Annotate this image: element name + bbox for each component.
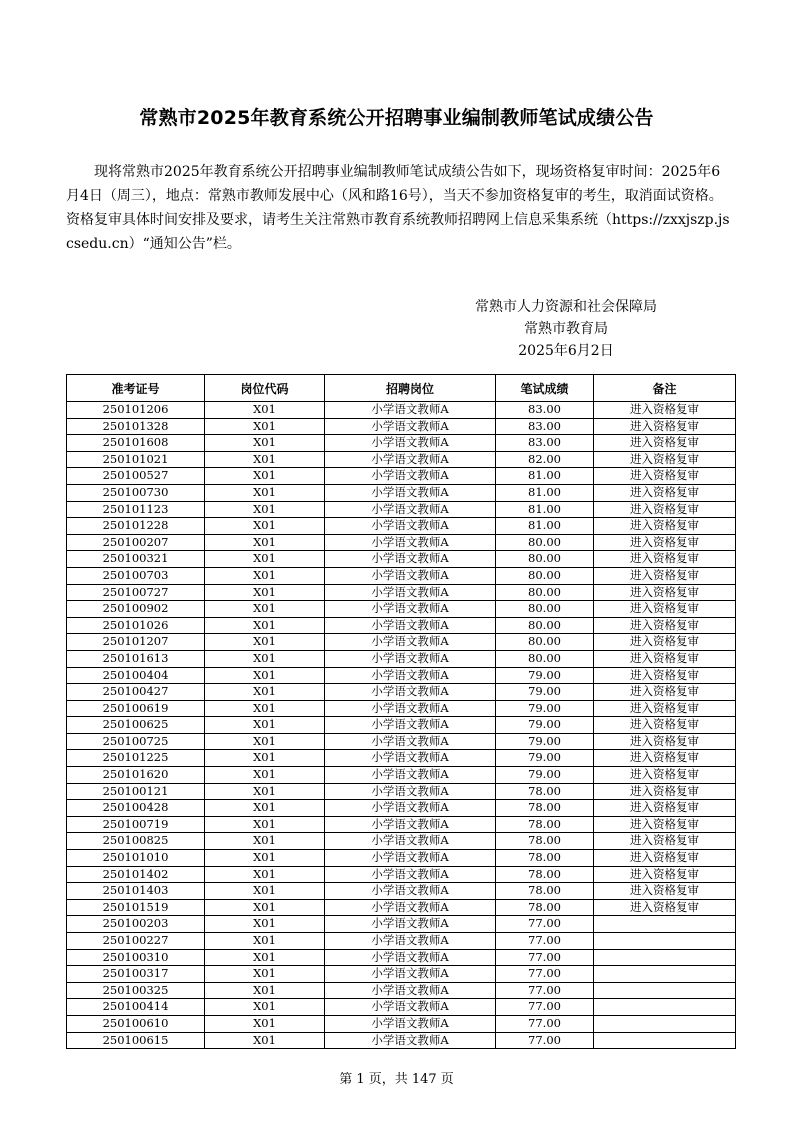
score-cell: 80.00 [496, 584, 594, 601]
score-cell: 77.00 [496, 1015, 594, 1032]
table-row [67, 816, 736, 833]
score-cell: 81.00 [496, 484, 594, 501]
post-code-cell: X01 [205, 800, 325, 817]
post-name-cell: 小学语文教师A [325, 999, 496, 1016]
remark-cell: 进入资格复审 [594, 783, 736, 800]
exam-number-cell: 250101620 [67, 767, 205, 784]
post-name-cell: 小学语文教师A [325, 850, 496, 867]
table-row [67, 750, 736, 767]
post-name-cell: 小学语文教师A [325, 501, 496, 518]
post-code-cell: X01 [205, 484, 325, 501]
post-name-cell: 小学语文教师A [325, 534, 496, 551]
table-row [67, 982, 736, 999]
exam-number-cell: 250100610 [67, 1015, 205, 1032]
post-code-cell: X01 [205, 783, 325, 800]
post-name-cell: 小学语文教师A [325, 468, 496, 485]
post-code-cell: X01 [205, 402, 325, 419]
exam-number-cell: 250100615 [67, 1032, 205, 1049]
exam-number-cell: 250101403 [67, 883, 205, 900]
post-name-cell: 小学语文教师A [325, 750, 496, 767]
table-row [67, 650, 736, 667]
remark-cell [594, 916, 736, 933]
table-row [67, 518, 736, 535]
table-row [67, 667, 736, 684]
score-cell: 80.00 [496, 650, 594, 667]
score-cell: 80.00 [496, 567, 594, 584]
remark-cell: 进入资格复审 [594, 418, 736, 435]
header-written-score: 笔试成绩 [496, 375, 594, 402]
remark-cell: 进入资格复审 [594, 899, 736, 916]
exam-number-cell: 250101206 [67, 402, 205, 419]
exam-number-cell: 250100527 [67, 468, 205, 485]
table-row [67, 617, 736, 634]
issuer-org-hrss: 常熟市人力资源和社会保障局 [475, 299, 657, 315]
post-name-cell: 小学语文教师A [325, 899, 496, 916]
score-cell: 77.00 [496, 916, 594, 933]
post-code-cell: X01 [205, 634, 325, 651]
table-row [67, 601, 736, 618]
table-row [67, 1015, 736, 1032]
table-row [67, 933, 736, 950]
post-name-cell: 小学语文教师A [325, 567, 496, 584]
post-code-cell: X01 [205, 584, 325, 601]
post-code-cell: X01 [205, 733, 325, 750]
header-post-name: 招聘岗位 [325, 375, 496, 402]
remark-cell: 进入资格复审 [594, 402, 736, 419]
score-cell: 78.00 [496, 800, 594, 817]
score-cell: 80.00 [496, 634, 594, 651]
remark-cell [594, 999, 736, 1016]
post-name-cell: 小学语文教师A [325, 617, 496, 634]
table-row [67, 883, 736, 900]
exam-number-cell: 250100317 [67, 966, 205, 983]
remark-cell: 进入资格复审 [594, 650, 736, 667]
post-name-cell: 小学语文教师A [325, 800, 496, 817]
remark-cell [594, 1032, 736, 1049]
remark-cell: 进入资格复审 [594, 451, 736, 468]
remark-cell: 进入资格复审 [594, 518, 736, 535]
table-row [67, 684, 736, 701]
remark-cell: 进入资格复审 [594, 750, 736, 767]
post-name-cell: 小学语文教师A [325, 551, 496, 568]
remark-cell: 进入资格复审 [594, 617, 736, 634]
post-name-cell: 小学语文教师A [325, 916, 496, 933]
remark-cell: 进入资格复审 [594, 733, 736, 750]
remark-cell: 进入资格复审 [594, 551, 736, 568]
score-cell: 79.00 [496, 717, 594, 734]
table-row [67, 484, 736, 501]
score-cell: 77.00 [496, 1032, 594, 1049]
post-code-cell: X01 [205, 551, 325, 568]
post-code-cell: X01 [205, 700, 325, 717]
table-row [67, 501, 736, 518]
post-name-cell: 小学语文教师A [325, 484, 496, 501]
score-cell: 78.00 [496, 883, 594, 900]
table-row [67, 899, 736, 916]
remark-cell [594, 982, 736, 999]
score-cell: 79.00 [496, 684, 594, 701]
exam-number-cell: 250100310 [67, 949, 205, 966]
post-name-cell: 小学语文教师A [325, 418, 496, 435]
post-name-cell: 小学语文教师A [325, 601, 496, 618]
remark-cell: 进入资格复审 [594, 883, 736, 900]
score-cell: 79.00 [496, 733, 594, 750]
post-code-cell: X01 [205, 883, 325, 900]
remark-cell: 进入资格复审 [594, 684, 736, 701]
score-cell: 80.00 [496, 534, 594, 551]
post-code-cell: X01 [205, 750, 325, 767]
exam-number-cell: 250101026 [67, 617, 205, 634]
post-name-cell: 小学语文教师A [325, 966, 496, 983]
score-cell: 79.00 [496, 667, 594, 684]
post-code-cell: X01 [205, 451, 325, 468]
header-remark: 备注 [594, 375, 736, 402]
post-name-cell: 小学语文教师A [325, 518, 496, 535]
post-name-cell: 小学语文教师A [325, 783, 496, 800]
score-cell: 78.00 [496, 866, 594, 883]
exam-number-cell: 250100719 [67, 816, 205, 833]
post-name-cell: 小学语文教师A [325, 933, 496, 950]
table-row [67, 534, 736, 551]
remark-cell: 进入资格复审 [594, 601, 736, 618]
page-number: 第 1 页，共 147 页 [339, 1072, 454, 1087]
table-row [67, 999, 736, 1016]
exam-number-cell: 250101608 [67, 435, 205, 452]
post-code-cell: X01 [205, 1015, 325, 1032]
remark-cell: 进入资格复审 [594, 584, 736, 601]
page-title: 常熟市2025年教育系统公开招聘事业编制教师笔试成绩公告 [139, 107, 654, 129]
score-cell: 81.00 [496, 501, 594, 518]
exam-number-cell: 250101402 [67, 866, 205, 883]
intro-paragraph: 现将常熟市2025年教育系统公开招聘事业编制教师笔试成绩公告如下，现场资格复审时间：2025年6月4日（周三），地点：常熟市教师发展中心（风和路16号），当天不参加资格复审的考生，取消面试资格。资格复审具体时间安排及要求，请考生关注常熟市教育系统教师招聘网上信息采集系统（https://zxxjszp.jscsedu.cn）“通知公告”栏。 [66, 164, 730, 252]
remark-cell [594, 949, 736, 966]
post-code-cell: X01 [205, 534, 325, 551]
remark-cell: 进入资格复审 [594, 800, 736, 817]
exam-number-cell: 250101225 [67, 750, 205, 767]
score-cell: 77.00 [496, 966, 594, 983]
exam-number-cell: 250100428 [67, 800, 205, 817]
table-row [67, 866, 736, 883]
table-row [67, 700, 736, 717]
remark-cell: 进入资格复审 [594, 484, 736, 501]
issuer-org-education: 常熟市教育局 [524, 321, 608, 337]
exam-number-cell: 250101123 [67, 501, 205, 518]
score-cell: 82.00 [496, 451, 594, 468]
remark-cell [594, 1015, 736, 1032]
post-name-cell: 小学语文教师A [325, 451, 496, 468]
exam-number-cell: 250101613 [67, 650, 205, 667]
remark-cell: 进入资格复审 [594, 850, 736, 867]
exam-number-cell: 250100121 [67, 783, 205, 800]
remark-cell: 进入资格复审 [594, 816, 736, 833]
remark-cell: 进入资格复审 [594, 534, 736, 551]
remark-cell: 进入资格复审 [594, 767, 736, 784]
remark-cell: 进入资格复审 [594, 634, 736, 651]
table-row [67, 850, 736, 867]
remark-cell: 进入资格复审 [594, 468, 736, 485]
score-cell: 79.00 [496, 767, 594, 784]
table-row [67, 451, 736, 468]
post-code-cell: X01 [205, 982, 325, 999]
post-name-cell: 小学语文教师A [325, 634, 496, 651]
score-cell: 83.00 [496, 418, 594, 435]
exam-number-cell: 250100203 [67, 916, 205, 933]
post-name-cell: 小学语文教师A [325, 650, 496, 667]
exam-number-cell: 250101207 [67, 634, 205, 651]
exam-number-cell: 250101021 [67, 451, 205, 468]
post-name-cell: 小学语文教师A [325, 982, 496, 999]
table-row [67, 402, 736, 419]
post-code-cell: X01 [205, 418, 325, 435]
score-cell: 81.00 [496, 468, 594, 485]
score-cell: 78.00 [496, 850, 594, 867]
post-name-cell: 小学语文教师A [325, 700, 496, 717]
post-name-cell: 小学语文教师A [325, 584, 496, 601]
table-row [67, 833, 736, 850]
table-row [67, 949, 736, 966]
remark-cell: 进入资格复审 [594, 501, 736, 518]
issue-date: 2025年6月2日 [518, 343, 614, 359]
exam-number-cell: 250100902 [67, 601, 205, 618]
header-exam-number: 准考证号 [67, 375, 205, 402]
post-code-cell: X01 [205, 650, 325, 667]
post-code-cell: X01 [205, 1032, 325, 1049]
score-cell: 80.00 [496, 601, 594, 618]
post-name-cell: 小学语文教师A [325, 866, 496, 883]
post-code-cell: X01 [205, 816, 325, 833]
post-name-cell: 小学语文教师A [325, 883, 496, 900]
post-name-cell: 小学语文教师A [325, 767, 496, 784]
remark-cell [594, 966, 736, 983]
exam-number-cell: 250101228 [67, 518, 205, 535]
table-row [67, 435, 736, 452]
post-name-cell: 小学语文教师A [325, 949, 496, 966]
post-name-cell: 小学语文教师A [325, 733, 496, 750]
post-code-cell: X01 [205, 567, 325, 584]
exam-number-cell: 250100325 [67, 982, 205, 999]
post-name-cell: 小学语文教师A [325, 1015, 496, 1032]
table-row [67, 418, 736, 435]
post-code-cell: X01 [205, 501, 325, 518]
post-code-cell: X01 [205, 518, 325, 535]
score-cell: 78.00 [496, 899, 594, 916]
score-cell: 79.00 [496, 750, 594, 767]
post-name-cell: 小学语文教师A [325, 717, 496, 734]
table-row [67, 717, 736, 734]
exam-number-cell: 250100227 [67, 933, 205, 950]
post-code-cell: X01 [205, 667, 325, 684]
score-cell: 77.00 [496, 982, 594, 999]
score-cell: 81.00 [496, 518, 594, 535]
remark-cell: 进入资格复审 [594, 833, 736, 850]
exam-number-cell: 250100730 [67, 484, 205, 501]
exam-number-cell: 250100404 [67, 667, 205, 684]
score-cell: 78.00 [496, 833, 594, 850]
exam-number-cell: 250100825 [67, 833, 205, 850]
score-cell: 80.00 [496, 617, 594, 634]
post-name-cell: 小学语文教师A [325, 402, 496, 419]
post-name-cell: 小学语文教师A [325, 1032, 496, 1049]
exam-number-cell: 250101519 [67, 899, 205, 916]
post-code-cell: X01 [205, 601, 325, 618]
remark-cell: 进入资格复审 [594, 667, 736, 684]
table-row [67, 733, 736, 750]
score-table [66, 374, 736, 1049]
post-code-cell: X01 [205, 850, 325, 867]
remark-cell: 进入资格复审 [594, 866, 736, 883]
post-code-cell: X01 [205, 899, 325, 916]
post-code-cell: X01 [205, 866, 325, 883]
post-code-cell: X01 [205, 468, 325, 485]
exam-number-cell: 250100321 [67, 551, 205, 568]
exam-number-cell: 250101328 [67, 418, 205, 435]
table-row [67, 584, 736, 601]
table-body [67, 402, 736, 1049]
exam-number-cell: 250100725 [67, 733, 205, 750]
table-row [67, 468, 736, 485]
table-row [67, 800, 736, 817]
table-row [67, 767, 736, 784]
post-code-cell: X01 [205, 435, 325, 452]
exam-number-cell: 250100625 [67, 717, 205, 734]
score-cell: 77.00 [496, 999, 594, 1016]
score-cell: 80.00 [496, 551, 594, 568]
post-name-cell: 小学语文教师A [325, 684, 496, 701]
post-code-cell: X01 [205, 617, 325, 634]
post-code-cell: X01 [205, 916, 325, 933]
table-row [67, 634, 736, 651]
remark-cell: 进入资格复审 [594, 717, 736, 734]
header-post-code: 岗位代码 [205, 375, 325, 402]
score-cell: 79.00 [496, 700, 594, 717]
post-code-cell: X01 [205, 767, 325, 784]
post-code-cell: X01 [205, 966, 325, 983]
exam-number-cell: 250100727 [67, 584, 205, 601]
remark-cell: 进入资格复审 [594, 700, 736, 717]
post-name-cell: 小学语文教师A [325, 667, 496, 684]
exam-number-cell: 250100414 [67, 999, 205, 1016]
score-cell: 83.00 [496, 402, 594, 419]
exam-number-cell: 250100619 [67, 700, 205, 717]
score-cell: 83.00 [496, 435, 594, 452]
score-cell: 77.00 [496, 933, 594, 950]
post-name-cell: 小学语文教师A [325, 816, 496, 833]
post-code-cell: X01 [205, 684, 325, 701]
score-cell: 78.00 [496, 783, 594, 800]
exam-number-cell: 250101010 [67, 850, 205, 867]
table-row [67, 966, 736, 983]
table-row [67, 783, 736, 800]
table-row [67, 916, 736, 933]
exam-number-cell: 250100703 [67, 567, 205, 584]
remark-cell: 进入资格复审 [594, 435, 736, 452]
post-code-cell: X01 [205, 949, 325, 966]
post-code-cell: X01 [205, 999, 325, 1016]
exam-number-cell: 250100207 [67, 534, 205, 551]
post-code-cell: X01 [205, 717, 325, 734]
table-row [67, 551, 736, 568]
score-cell: 78.00 [496, 816, 594, 833]
remark-cell [594, 933, 736, 950]
post-name-cell: 小学语文教师A [325, 435, 496, 452]
remark-cell: 进入资格复审 [594, 567, 736, 584]
table-header-row [67, 375, 736, 402]
post-name-cell: 小学语文教师A [325, 833, 496, 850]
table-row [67, 1032, 736, 1049]
table-row [67, 567, 736, 584]
post-code-cell: X01 [205, 933, 325, 950]
post-code-cell: X01 [205, 833, 325, 850]
score-cell: 77.00 [496, 949, 594, 966]
exam-number-cell: 250100427 [67, 684, 205, 701]
